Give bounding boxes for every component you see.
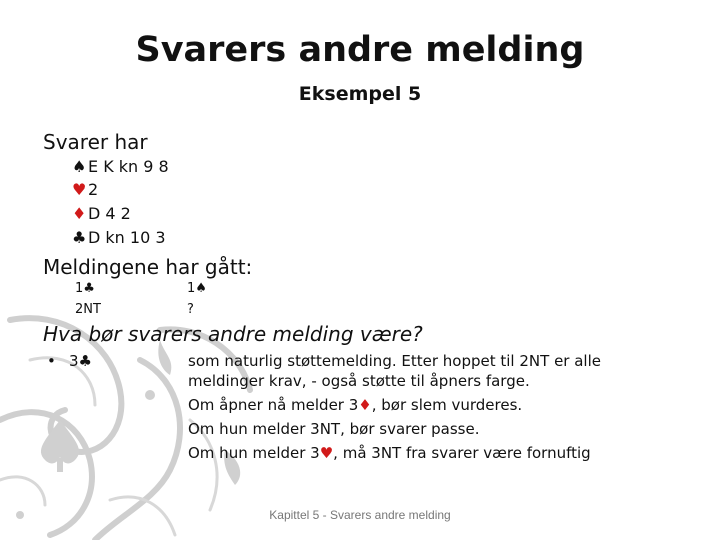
answer-line-5-text: Om hun melder 3 <box>188 444 320 462</box>
hand-row-spades <box>72 157 169 176</box>
hand-row-clubs <box>72 228 166 247</box>
hand-row-hearts <box>72 180 98 199</box>
answer-bid: 3♣ <box>69 352 92 370</box>
hand-cards-clubs: D kn 10 3 <box>88 228 166 247</box>
hand-row-diamonds <box>72 204 131 223</box>
slide-footer: Kapittel 5 - Svarers andre melding <box>269 508 451 522</box>
bid-responder-2: ? <box>187 302 194 317</box>
slide-subtitle: Eksempel 5 <box>298 83 422 105</box>
answer-line-1: som naturlig støttemelding. Etter hoppet til 2NT er alle <box>188 352 601 370</box>
answer-line-3-text: Om åpner nå melder 3 <box>188 396 359 414</box>
spade-icon: ♠ <box>72 157 87 176</box>
club-icon: ♣ <box>72 228 87 247</box>
answer-line-4: Om hun melder 3NT, bør svarer passe. <box>188 420 480 438</box>
bid-opener-2: 2NT <box>75 302 101 317</box>
heart-icon: ♥ <box>319 444 334 462</box>
bidding-heading: Meldingene har gått: <box>43 255 253 279</box>
heart-icon: ♥ <box>72 180 87 199</box>
hand-cards-hearts: 2 <box>88 180 99 199</box>
diamond-icon: ♦ <box>358 396 372 414</box>
bid-responder-1: 1♠ <box>187 281 207 296</box>
question-text: Hva bør svarers andre melding være? <box>43 322 423 346</box>
bid-opener-1: 1♣ <box>75 281 95 296</box>
answer-line-5 <box>188 444 591 462</box>
answer-line-2: meldinger krav, - også støtte til åpners farge. <box>188 372 530 390</box>
answer-line-3-tail: , bør slem vurderes. <box>371 396 523 414</box>
answer-line-5-tail: , må 3NT fra svarer være fornuftig <box>333 444 591 462</box>
hand-cards-diamonds: D 4 2 <box>88 204 131 223</box>
bullet: • <box>47 352 56 370</box>
diamond-icon: ♦ <box>72 204 87 223</box>
hand-cards-spades: E K kn 9 8 <box>88 157 169 176</box>
hand-heading: Svarer har <box>43 130 148 154</box>
answer-line-3 <box>188 396 522 414</box>
slide-title: Svarers andre melding <box>135 30 585 70</box>
